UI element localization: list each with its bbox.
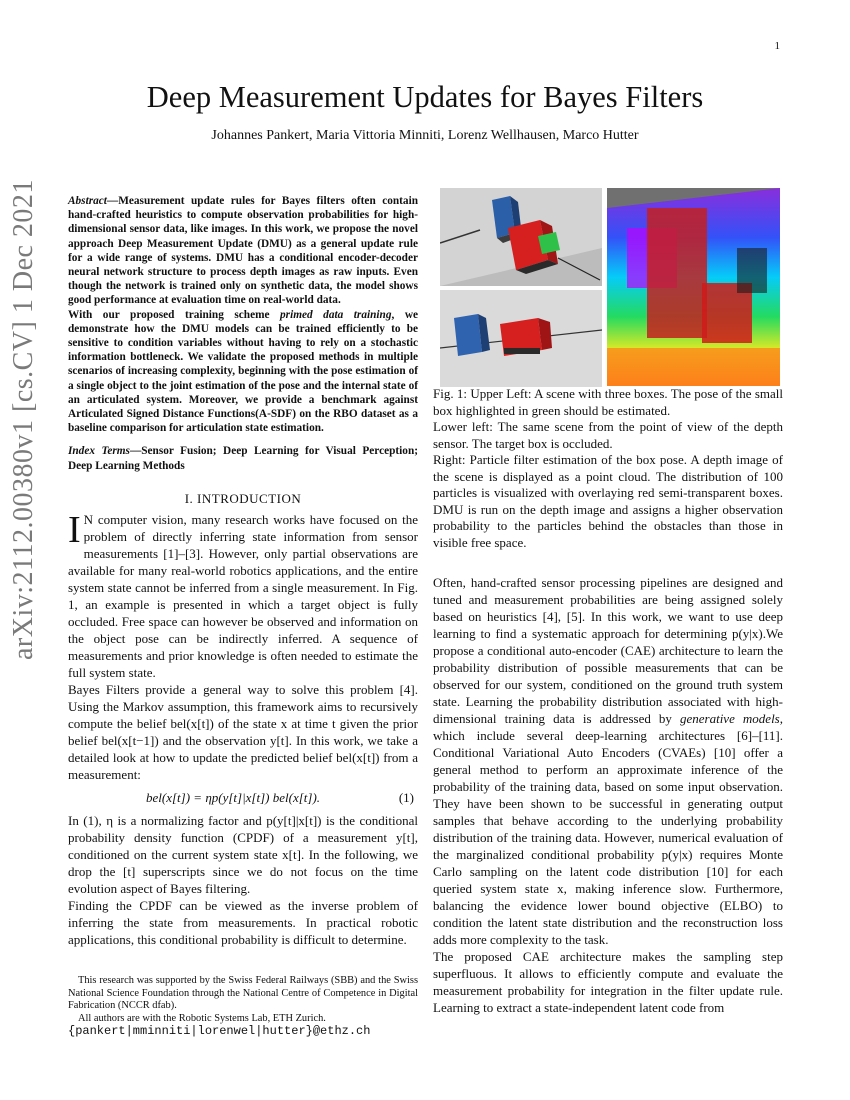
footnote [68,975,418,1038]
pointcloud-drawing [607,188,780,386]
equation-1-body: bel(x[t]) = ηp(y[t]|x[t]) bel(x[t]). [146,789,321,805]
figure1-scene-photo [440,188,602,286]
intro-paragraph-1 [68,508,418,681]
left-column [68,194,418,948]
footnote-funding: This research was supported by the Swiss Federal Railways (SBB) and the Swiss National Science Foundation through the National Centre of Competence in Digital Fabrication (NCCR dfab). [68,975,418,1011]
abstract [68,194,418,435]
right-p1-emphasis: generative models [679,711,780,726]
intro-paragraph-3: In (1), η is a normalizing factor and p(y[t]|x[t]) is the conditional probability density function (CPDF) of a measurement y[t], conditioned on the current system state x[t]. In the following, we drop the [t] superscripts since we do not focus on the time evolution aspect of Bayes filtering. [68,812,418,896]
scene-photo-drawing [440,188,602,286]
drop-cap: I [68,508,81,551]
footnote-emails: {pankert|mminniti|lorenwel|hutter}@ethz.ch [68,1024,371,1038]
abstract-p2-emphasis: primed data training [280,308,392,321]
page-number: 1 [774,40,780,52]
figure1-caption-right: Right: Particle filter estimation of the box pose. A depth image of the scene is displayed as a point cloud. The distribution of 100 particles is visualized with overlaying red semi-transparent boxes. DMU is run on the depth image and assigns a higher observation probability to the particles behind the obstacles than those in visible free space. [433,452,783,550]
index-terms [68,444,418,472]
footnote-affiliation: All authors are with the Robotic Systems Lab, ETH Zurich. [78,1012,326,1024]
index-terms-label: Index Terms [68,445,130,458]
right-p1-b: , which include several deep-learning architectures [6]–[11]. Conditional Variational Auto Encoders (CVAEs) [10] offer a general method to perform an approximate inference of the probability of the training data, based on some input observation. They have been shown to be successful in generating output samples that behave according to the underlying probability distribution of the training data. However, numerical evaluation of the marginalized conditional probability p(y|x) requires Monte Carlo sampling on the latent code distribution [10] for each queried system state x, making inference slow. Furthermore, balancing the evidence lower bound objective (ELBO) to condition the latent state distribution and the reconstruction loss adds more complexity to the task. [433,711,783,947]
right-column [433,386,783,1016]
figure1-caption-upper-left: Fig. 1: Upper Left: A scene with three boxes. The pose of the small box highlighted in green should be estimated. [433,386,783,418]
arxiv-id-text: arXiv:2112.00380v1 [cs.CV] 1 Dec 2021 [8,179,39,660]
index-terms-text: —Sensor Fusion; Deep Learning for Visual Perception; Deep Learning Methods [68,445,418,472]
depth-view-drawing [440,290,602,387]
right-paragraph-2: The proposed CAE architecture makes the sampling step superfluous. It allows to efficiently compute and evaluate the measurement probability for integration in the filter update rule. Learning to extract a state-independent latent code from [433,949,783,1015]
figure1-caption [433,386,783,551]
intro-paragraph-4: Finding the CPDF can be viewed as the inverse problem of inferring the state from measurements. In practical robotic applications, this conditional probability is difficult to determine. [68,897,418,947]
section-heading-introduction: I. INTRODUCTION [184,490,302,506]
paper-title: Deep Measurement Updates for Bayes Filters [146,80,704,114]
right-paragraph-1 [433,574,783,948]
intro-p1-text: N computer vision, many research works have focused on the problem of directly inferring state information from sensor measurements [1]–[3]. However, only partial observations are available for many real-world robotics applications, and the entire system state cannot be inferred from a single measurement. In Fig. 1, an example is presented in which a target object is fully occluded. Free space can however be observed and information on the object pose can be indirectly inferred. A sequence of measurements and prior knowledge is often needed to estimate the full system state. [68,511,418,680]
equation-1 [68,789,418,806]
author-list: Johannes Pankert, Maria Vittoria Minniti, Lorenz Wellhausen, Marco Hutter [211,128,639,143]
abstract-p2-b: , we demonstrate how the DMU models can be trained efficiently to be sensitive to condition variables without having to rely on a stochastic information bottleneck. We validate the proposed methods in multiple scenarios of increasing complexity, beginning with the pose estimation of a single object to the joint estimation of the pose and the internal state of an articulated system. Moreover, we provide a benchmark against Articulated Signed Distance Functions(A-SDF) on the RBO dataset as a baseline comparison for articulation state estimation. [68,308,418,435]
abstract-p2-a: With our proposed training scheme [68,308,281,321]
right-p1-a: Often, hand-crafted sensor processing pipelines are designed and tuned and measurement probabilities are being assigned solely based on heuristics [4], [5]. In this work, we want to use deep learning to find a systematic approach for determining p(y|x).We propose a conditional auto-encoder (CAE) architecture to learn the probability distribution of possible measurements that can be observed for our system, conditioned on the ground truth system state. Learning the probability distribution associated with high-dimensional training data is addressed by [433,575,783,726]
figure1-depth-view-photo [440,290,602,387]
figure1-pointcloud-render [607,188,780,386]
intro-paragraph-2: Bayes Filters provide a general way to solve this problem [4]. Using the Markov assumption, this framework aims to recursively compute the belief bel(x[t]) of the state x at time t given the prior belief bel(x[t−1]) and the observation y[t]. In this work, we take a detailed look at how to update the predicted belief bel(x[t]) from a measurement: [68,681,418,782]
equation-1-number: (1) [398,789,414,805]
abstract-label: Abstract [68,195,107,207]
figure1-caption-lower-left: Lower left: The same scene from the point of view of the depth sensor. The target box is occluded. [433,419,783,451]
abstract-p1: —Measurement update rules for Bayes filters often contain hand-crafted heuristics to compute observation probabilities for high-dimensional sensor data, like images. In this work, we propose the novel approach Deep Measurement Update (DMU) as a general update rule for a wide range of systems. DMU has a conditional encoder-decoder neural network structure to process depth images as raw inputs. Even though the network is trained only on synthetic data, the model shows good performance at evaluation time on real-world data. [68,195,418,307]
